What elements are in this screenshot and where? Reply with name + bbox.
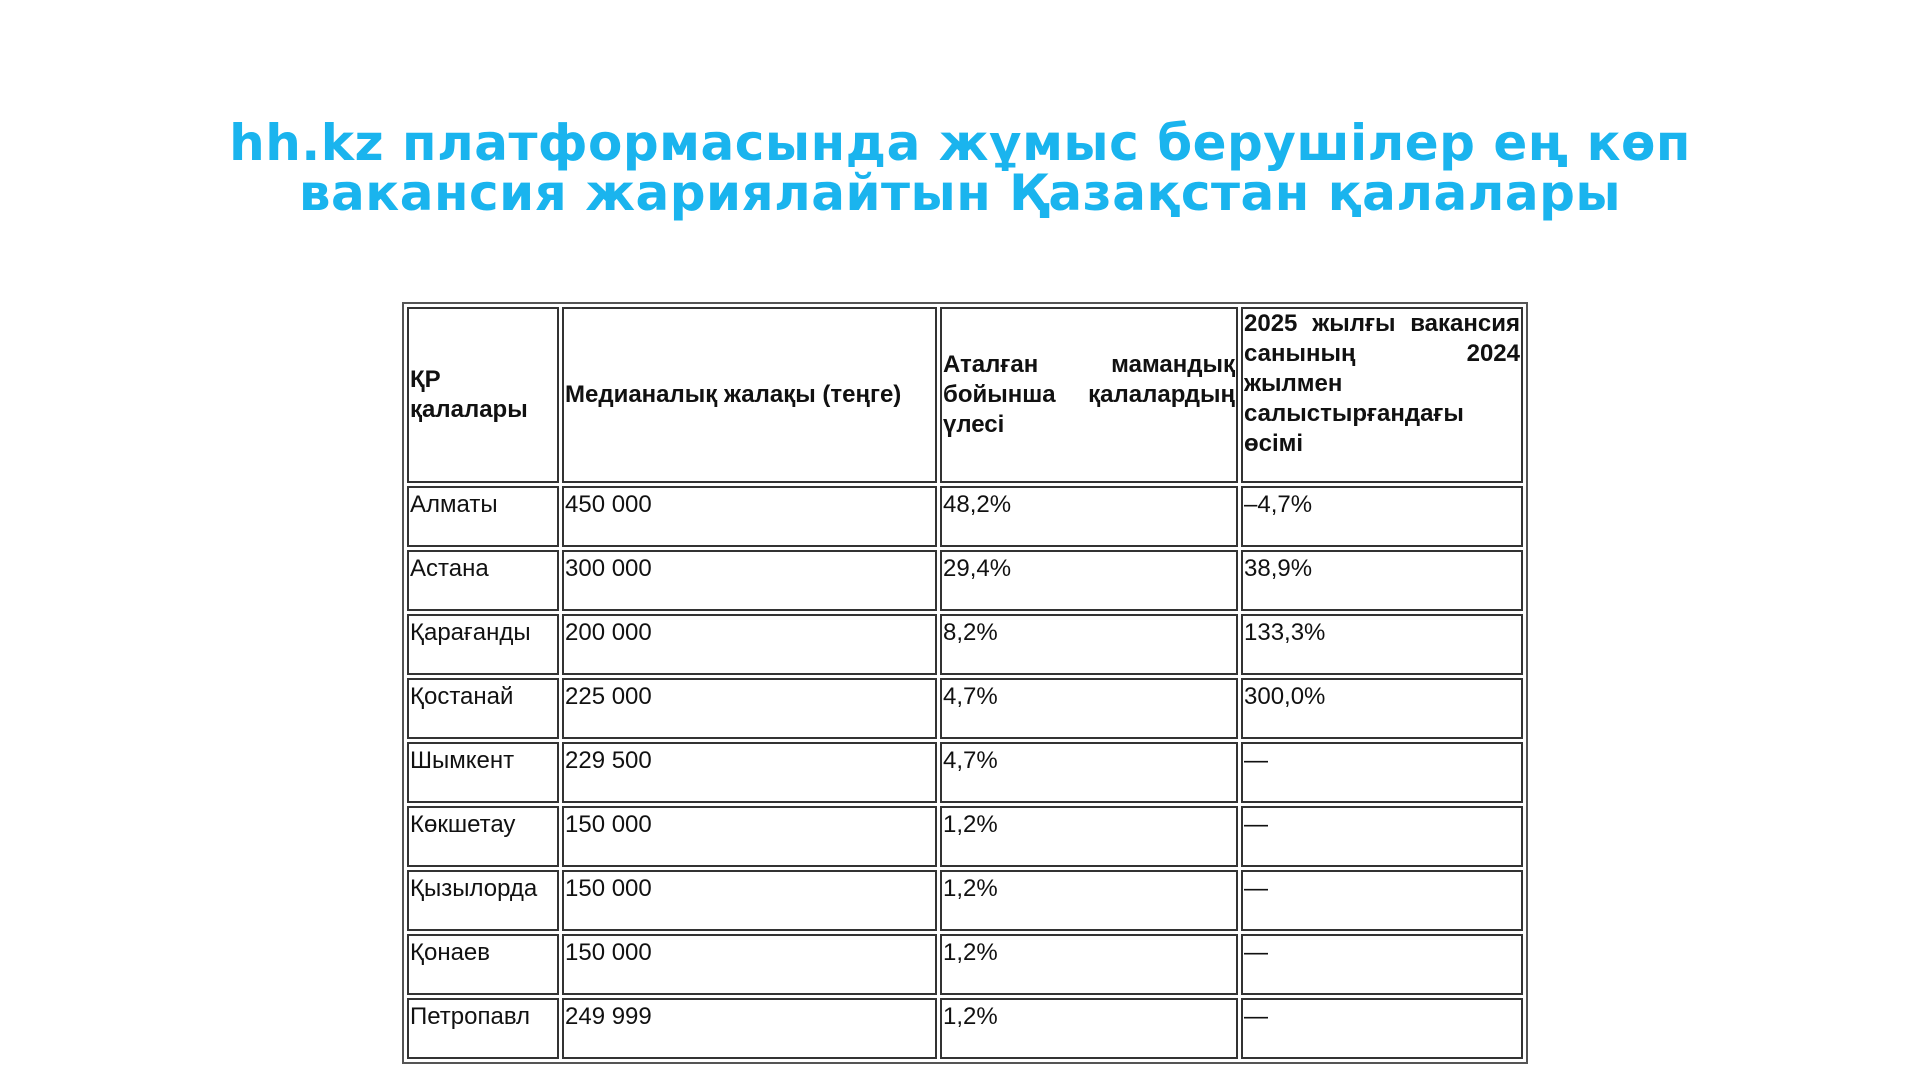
cell-salary: 150 000 (562, 934, 937, 995)
cell-city: Қостанай (407, 678, 559, 739)
cell-salary: 300 000 (562, 550, 937, 611)
cell-share: 1,2% (940, 806, 1238, 867)
table-row (407, 614, 1523, 675)
cell-growth: –4,7% (1241, 486, 1523, 547)
cell-salary: 150 000 (562, 806, 937, 867)
vacancy-table-container (402, 302, 1528, 1064)
table-row (407, 870, 1523, 931)
cell-growth: 133,3% (1241, 614, 1523, 675)
table-row (407, 678, 1523, 739)
cell-share: 1,2% (940, 870, 1238, 931)
header-vacancy-growth: 2025 жылғы вакансия санының 2024 жылмен салыстырғандағы өсімі (1241, 307, 1523, 483)
table-header-row (407, 307, 1523, 483)
cell-city: Қызылорда (407, 870, 559, 931)
header-city: ҚР қалалары (407, 307, 559, 483)
page-title (0, 114, 1920, 222)
cell-growth: — (1241, 934, 1523, 995)
cell-salary: 450 000 (562, 486, 937, 547)
cell-share: 48,2% (940, 486, 1238, 547)
cell-city: Астана (407, 550, 559, 611)
table-row (407, 998, 1523, 1059)
cell-salary: 225 000 (562, 678, 937, 739)
cell-city: Қонаев (407, 934, 559, 995)
cell-salary: 229 500 (562, 742, 937, 803)
cell-share: 4,7% (940, 742, 1238, 803)
header-city-share: Аталған мамандық бойынша қалалардың үлесі (940, 307, 1238, 483)
table-row (407, 486, 1523, 547)
header-median-salary: Медианалық жалақы (теңге) (562, 307, 937, 483)
table-row (407, 550, 1523, 611)
cell-growth: — (1241, 870, 1523, 931)
cell-share: 1,2% (940, 998, 1238, 1059)
cell-share: 29,4% (940, 550, 1238, 611)
cell-city: Алматы (407, 486, 559, 547)
cell-city: Шымкент (407, 742, 559, 803)
cell-salary: 150 000 (562, 870, 937, 931)
cell-salary: 249 999 (562, 998, 937, 1059)
cell-growth: 38,9% (1241, 550, 1523, 611)
table-row (407, 742, 1523, 803)
cell-city: Көкшетау (407, 806, 559, 867)
cell-growth: — (1241, 998, 1523, 1059)
cell-growth: — (1241, 806, 1523, 867)
cell-share: 1,2% (940, 934, 1238, 995)
page-title-line-1: hh.kz платформасында жұмыс берушілер ең көп (229, 114, 1691, 172)
cell-share: 4,7% (940, 678, 1238, 739)
cell-share: 8,2% (940, 614, 1238, 675)
cell-growth: 300,0% (1241, 678, 1523, 739)
table-row (407, 806, 1523, 867)
cell-growth: — (1241, 742, 1523, 803)
page-title-line-2: вакансия жариялайтын Қазақстан қалалары (298, 164, 1622, 222)
cell-city: Қарағанды (407, 614, 559, 675)
vacancy-table (402, 302, 1528, 1064)
cell-city: Петропавл (407, 998, 559, 1059)
table-row (407, 934, 1523, 995)
cell-salary: 200 000 (562, 614, 937, 675)
